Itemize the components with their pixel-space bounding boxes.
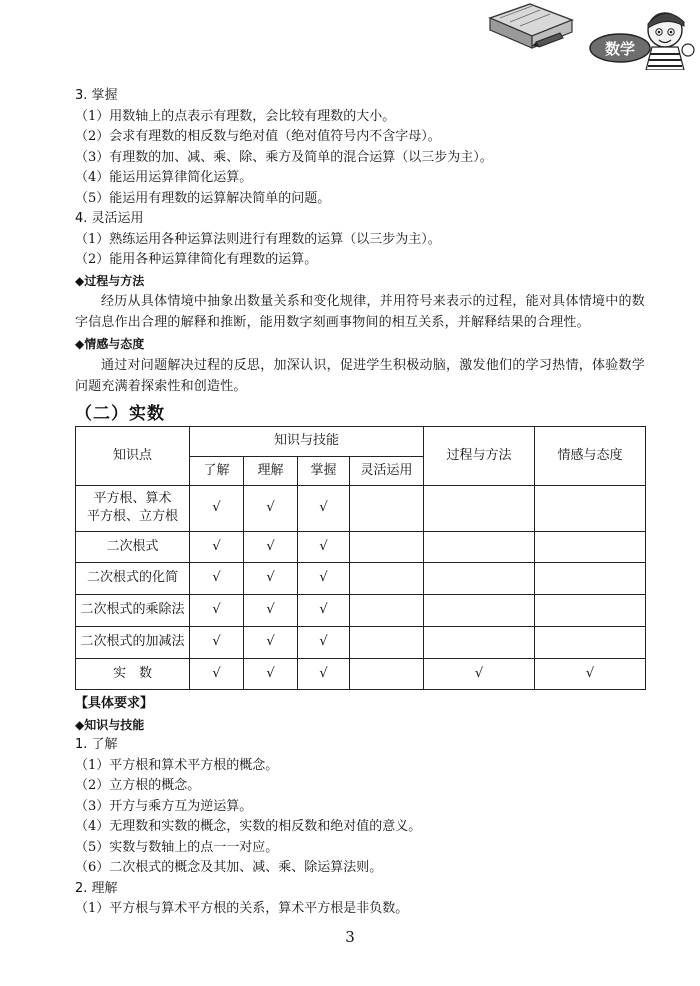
table-row bbox=[76, 658, 646, 689]
table-cell bbox=[424, 531, 535, 562]
list-item: （3）有理数的加、减、乘、除、乘方及简单的混合运算（以三步为主）。 bbox=[75, 149, 493, 165]
table-subheader: 理解 bbox=[244, 456, 298, 485]
list-item: （1）熟练运用各种运算法则进行有理数的运算（以三步为主）。 bbox=[75, 231, 441, 247]
table-row bbox=[76, 562, 646, 594]
table-cell bbox=[350, 626, 424, 658]
table-cell: √ bbox=[244, 531, 298, 562]
table-row-name: 二次根式的乘除法 bbox=[76, 594, 190, 626]
table-row bbox=[76, 626, 646, 658]
section-title: （二）实数 bbox=[75, 403, 165, 424]
heading-line: 4. 灵活运用 bbox=[75, 211, 144, 226]
attitude-paragraph: 通过对问题解决过程的反思，加深认识，促进学生积极动脑，激发他们的学习热情，体验数学问题充满着探索性和创造性。 bbox=[75, 357, 645, 394]
table-cell bbox=[350, 594, 424, 626]
table-cell: √ bbox=[244, 485, 298, 531]
table-row-name: 二次根式的化简 bbox=[76, 562, 190, 594]
kid-mascot-icon bbox=[646, 13, 694, 70]
list-item: （5）实数与数轴上的点一一对应。 bbox=[75, 839, 279, 855]
table-header-process: 过程与方法 bbox=[424, 426, 535, 485]
table-subheader: 掌握 bbox=[298, 456, 350, 485]
table-cell: √ bbox=[190, 562, 244, 594]
table-row-name-line: 平方根、算术 bbox=[93, 491, 172, 506]
table-row-name: 二次根式的加减法 bbox=[76, 626, 190, 658]
table-cell: √ bbox=[424, 658, 535, 689]
table-cell: √ bbox=[190, 658, 244, 689]
diamond-line: ◆过程与方法 bbox=[75, 273, 145, 288]
table-cell: √ bbox=[190, 531, 244, 562]
table-cell: √ bbox=[190, 626, 244, 658]
table-cell: √ bbox=[298, 485, 350, 531]
table-cell: √ bbox=[244, 658, 298, 689]
list-item: （5）能运用有理数的运算解决简单的问题。 bbox=[75, 190, 331, 206]
table-cell: √ bbox=[190, 594, 244, 626]
table-cell bbox=[535, 626, 646, 658]
table-cell: √ bbox=[244, 562, 298, 594]
table-row bbox=[76, 594, 646, 626]
table-row-name-line: 平方根、立方根 bbox=[86, 509, 178, 524]
list-item: （4）能运用运算律简化运算。 bbox=[75, 170, 253, 185]
table-cell bbox=[424, 594, 535, 626]
heading-line: 1. 了解 bbox=[75, 737, 118, 752]
page-body bbox=[75, 86, 645, 920]
book-icon bbox=[490, 4, 572, 48]
table-header-skills: 知识与技能 bbox=[190, 426, 424, 456]
list-item: （1）平方根与算术平方根的关系，算术平方根是非负数。 bbox=[75, 901, 409, 916]
list-item: （6）二次根式的概念及其加、减、乘、除运算法则。 bbox=[75, 860, 383, 875]
heading-line: 3. 掌握 bbox=[75, 88, 118, 103]
table-row bbox=[76, 485, 646, 531]
requirements-table bbox=[75, 426, 646, 690]
diamond-line: ◆知识与技能 bbox=[75, 717, 145, 732]
math-badge bbox=[590, 34, 650, 62]
list-item: （4）无理数和实数的概念，实数的相反数和绝对值的意义。 bbox=[75, 819, 422, 834]
table-cell: √ bbox=[298, 531, 350, 562]
table-cell: √ bbox=[298, 626, 350, 658]
table-cell: √ bbox=[298, 658, 350, 689]
table-cell: √ bbox=[190, 485, 244, 531]
list-item: （2）能用各种运算律简化有理数的运算。 bbox=[75, 252, 318, 267]
list-item: （2）会求有理数的相反数与绝对值（绝对值符号内不含字母）。 bbox=[75, 129, 441, 144]
table-header-knowledge: 知识点 bbox=[76, 426, 190, 485]
bracket-line: 【具体要求】 bbox=[75, 695, 154, 711]
table-cell: √ bbox=[298, 594, 350, 626]
table-header-attitude: 情感与态度 bbox=[535, 426, 646, 485]
table-subheader: 了解 bbox=[190, 456, 244, 485]
table-cell bbox=[350, 531, 424, 562]
table-subheader: 灵活运用 bbox=[350, 456, 424, 485]
page-number: 3 bbox=[345, 928, 355, 946]
heading-line: 2. 理解 bbox=[75, 880, 118, 896]
list-item: （1）用数轴上的点表示有理数，会比较有理数的大小。 bbox=[75, 108, 396, 124]
table-cell bbox=[350, 562, 424, 594]
attitude-heading: ◆情感与态度 bbox=[75, 337, 145, 351]
table-cell bbox=[350, 485, 424, 531]
table-row-name: 实 数 bbox=[76, 658, 190, 689]
list-item: （1）平方根和算术平方根的概念。 bbox=[75, 757, 279, 773]
table-cell bbox=[350, 658, 424, 689]
table-row-name: 二次根式 bbox=[76, 531, 190, 562]
table-cell bbox=[424, 485, 535, 531]
table-cell bbox=[424, 562, 535, 594]
table-cell bbox=[535, 594, 646, 626]
math-badge-label: 数学 bbox=[604, 40, 636, 58]
bottom-section bbox=[75, 693, 645, 920]
table-cell bbox=[535, 562, 646, 594]
table-row-name bbox=[76, 485, 190, 531]
table-cell: √ bbox=[244, 626, 298, 658]
table-cell: √ bbox=[244, 594, 298, 626]
table-cell bbox=[535, 485, 646, 531]
table-cell bbox=[535, 531, 646, 562]
list-item: （3）开方与乘方互为逆运算。 bbox=[75, 798, 253, 814]
header-illustration bbox=[470, 0, 700, 70]
table-row bbox=[76, 531, 646, 562]
table-cell: √ bbox=[298, 562, 350, 594]
table-cell: √ bbox=[535, 658, 646, 689]
list-item: （2）立方根的概念。 bbox=[75, 778, 201, 793]
top-section bbox=[75, 86, 645, 291]
table-cell bbox=[424, 626, 535, 658]
process-method-paragraph: 经历从具体情境中抽象出数量关系和变化规律，并用符号来表示的过程，能对具体情境中的数字信息作出合理的解释和推断，能用数字刻画事物间的相互关系，并解释结果的合理性。 bbox=[75, 294, 645, 330]
